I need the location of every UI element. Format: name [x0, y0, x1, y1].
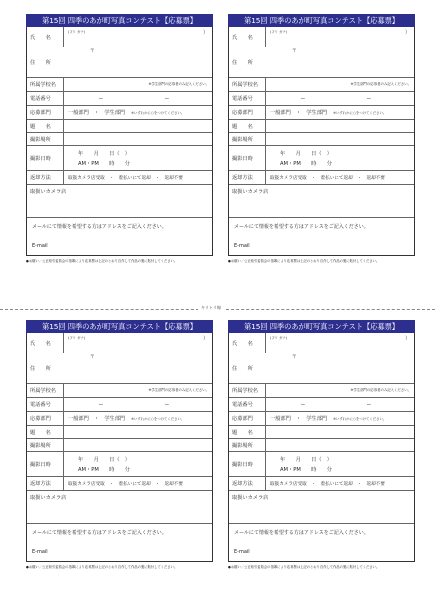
date-field[interactable] — [64, 452, 212, 476]
camera-field[interactable] — [27, 491, 212, 523]
phone-row — [229, 91, 414, 105]
phone-dash-2: ー — [164, 402, 170, 408]
school-label: 所属学校名 — [229, 384, 266, 397]
date-field[interactable] — [64, 146, 212, 170]
phone-dash-1: ー — [98, 96, 104, 102]
school-field[interactable] — [266, 384, 414, 397]
camera-label: 取扱いカメラ店 — [232, 495, 269, 501]
furigana-label: (フリ ガナ) — [270, 336, 288, 340]
name-row — [27, 333, 212, 353]
phone-field[interactable] — [266, 398, 414, 411]
date-field[interactable] — [266, 146, 414, 170]
theme-row — [229, 425, 414, 438]
division-row — [27, 411, 212, 425]
camera-label: 取扱いカメラ店 — [30, 495, 67, 501]
division-field[interactable] — [266, 412, 414, 425]
mail-area[interactable] — [229, 217, 414, 255]
phone-dash-1: ー — [300, 402, 306, 408]
place-label: 撮影場所 — [27, 133, 64, 145]
mail-message: メールにて情報を希望する方はアドレスをご記入ください。 — [234, 224, 369, 230]
name-field[interactable] — [266, 27, 414, 47]
return-label: 返却方法 — [27, 477, 64, 490]
return-label: 返却方法 — [27, 171, 64, 184]
phone-label: 電話番号 — [229, 398, 266, 411]
address-row — [229, 353, 414, 383]
theme-field[interactable] — [266, 426, 414, 438]
form-title: 第15回 四季のあが町写真コンテスト【応募票】 — [228, 320, 415, 333]
form-title: 第15回 四季のあが町写真コンテスト【応募票】 — [228, 14, 415, 27]
date-line-2: AM・PM 時 分 — [78, 160, 130, 167]
theme-label: 題 名 — [229, 120, 266, 132]
date-label: 撮影日時 — [27, 452, 64, 476]
phone-field[interactable] — [64, 92, 212, 105]
place-label: 撮影場所 — [27, 439, 64, 451]
name-paren: ） — [404, 336, 410, 342]
date-line-2: AM・PM 時 分 — [280, 160, 332, 167]
address-row — [229, 47, 414, 77]
camera-field[interactable] — [27, 185, 212, 217]
date-row — [27, 145, 212, 170]
division-row — [229, 411, 414, 425]
camera-field[interactable] — [229, 491, 414, 523]
mail-message: メールにて情報を希望する方はアドレスをご記入ください。 — [32, 530, 167, 536]
form-table — [228, 333, 415, 562]
address-field[interactable] — [266, 353, 414, 383]
return-label: 返却方法 — [229, 171, 266, 184]
mail-area[interactable] — [229, 523, 414, 561]
postal-mark: 〒 — [90, 49, 95, 54]
theme-field[interactable] — [266, 120, 414, 132]
phone-label: 電話番号 — [27, 398, 64, 411]
return-field[interactable] — [266, 171, 414, 184]
theme-row — [229, 119, 414, 132]
mail-area[interactable] — [27, 523, 212, 561]
return-options: 取扱カメラ店受取 ・ 着払いにて返却 ・ 返却不要 — [270, 175, 385, 181]
school-label: 所属学校名 — [229, 78, 266, 91]
place-field[interactable] — [64, 439, 212, 451]
return-field[interactable] — [266, 477, 414, 490]
camera-field[interactable] — [229, 185, 414, 217]
name-field[interactable] — [64, 333, 212, 353]
name-field[interactable] — [64, 27, 212, 47]
date-line-1: 年 月 日（ ） — [280, 150, 332, 157]
school-label: 所属学校名 — [27, 78, 64, 91]
name-label: 氏 名 — [229, 27, 266, 47]
form-table — [26, 333, 213, 562]
division-field[interactable] — [64, 412, 212, 425]
place-row — [27, 132, 212, 145]
phone-row — [27, 397, 212, 411]
school-row — [229, 77, 414, 91]
entry-form-4 — [228, 320, 415, 569]
phone-row — [27, 91, 212, 105]
mail-message: メールにて情報を希望する方はアドレスをご記入ください。 — [32, 224, 167, 230]
school-field[interactable] — [64, 384, 212, 397]
return-row — [229, 170, 414, 184]
division-options: 一般部門 ・ 学生部門 — [270, 110, 328, 116]
name-field[interactable] — [266, 333, 414, 353]
name-label: 氏 名 — [229, 333, 266, 353]
phone-field[interactable] — [64, 398, 212, 411]
division-row — [229, 105, 414, 119]
email-label: E-mail — [234, 549, 250, 555]
place-field[interactable] — [266, 133, 414, 145]
return-label: 返却方法 — [229, 477, 266, 490]
postal-mark: 〒 — [292, 355, 297, 360]
division-options: 一般部門 ・ 学生部門 — [270, 416, 328, 422]
address-row — [27, 353, 212, 383]
address-label: 住 所 — [30, 365, 51, 372]
camera-label: 取扱いカメラ店 — [30, 189, 67, 195]
place-row — [27, 438, 212, 451]
phone-dash-2: ー — [366, 402, 372, 408]
return-row — [27, 476, 212, 490]
phone-dash-1: ー — [98, 402, 104, 408]
place-label: 撮影場所 — [229, 439, 266, 451]
return-field[interactable] — [64, 477, 212, 490]
school-label: 所属学校名 — [27, 384, 64, 397]
email-label: E-mail — [32, 243, 48, 249]
mail-area[interactable] — [27, 217, 212, 255]
return-row — [229, 476, 414, 490]
theme-row — [27, 425, 212, 438]
name-paren: ） — [202, 30, 208, 36]
school-note: ※学生部門の応募者のみ記入ください。 — [350, 388, 411, 392]
return-field[interactable] — [64, 171, 212, 184]
place-field[interactable] — [64, 133, 212, 145]
date-label: 撮影日時 — [229, 452, 266, 476]
entry-form-2 — [228, 14, 415, 263]
division-note: ※いずれかに○をつけてください。 — [131, 111, 185, 115]
postal-mark: 〒 — [292, 49, 297, 54]
place-field[interactable] — [266, 439, 414, 451]
school-field[interactable] — [64, 78, 212, 91]
name-paren: ） — [404, 30, 410, 36]
address-label: 住 所 — [30, 59, 51, 66]
form-table — [26, 27, 213, 256]
division-field[interactable] — [266, 106, 414, 119]
furigana-label: (フリ ガナ) — [68, 30, 86, 34]
camera-row — [27, 184, 212, 217]
school-note: ※学生部門の応募者のみ記入ください。 — [350, 82, 411, 86]
footnote: ●お願い／公正取引委員会の指導により応募票は上記のとおり自作して作品の裏に貼付してください。 — [26, 565, 178, 569]
return-row — [27, 170, 212, 184]
theme-row — [27, 119, 212, 132]
phone-dash-1: ー — [300, 96, 306, 102]
camera-row — [229, 490, 414, 523]
entry-form-1 — [26, 14, 213, 263]
school-row — [229, 383, 414, 397]
cut-line-label: キリトリ線 — [198, 305, 224, 311]
date-line-2: AM・PM 時 分 — [280, 466, 332, 473]
footnote: ●お願い／公正取引委員会の指導により応募票は上記のとおり自作して作品の裏に貼付してください。 — [228, 565, 380, 569]
date-line-2: AM・PM 時 分 — [78, 466, 130, 473]
division-note: ※いずれかに○をつけてください。 — [333, 417, 387, 421]
date-row — [229, 145, 414, 170]
furigana-label: (フリ ガナ) — [68, 336, 86, 340]
email-label: E-mail — [32, 549, 48, 555]
date-row — [27, 451, 212, 476]
school-field[interactable] — [266, 78, 414, 91]
footnote: ●お願い／公正取引委員会の指導により応募票は上記のとおり自作して作品の裏に貼付してください。 — [228, 259, 380, 263]
name-row — [229, 333, 414, 353]
phone-field[interactable] — [266, 92, 414, 105]
name-label: 氏 名 — [27, 333, 64, 353]
form-title: 第15回 四季のあが町写真コンテスト【応募票】 — [26, 320, 213, 333]
division-label: 応募部門 — [229, 106, 266, 119]
place-row — [229, 438, 414, 451]
division-options: 一般部門 ・ 学生部門 — [68, 110, 126, 116]
return-options: 取扱カメラ店受取 ・ 着払いにて返却 ・ 返却不要 — [68, 175, 183, 181]
phone-label: 電話番号 — [229, 92, 266, 105]
address-label: 住 所 — [232, 59, 253, 66]
name-row — [27, 27, 212, 47]
place-label: 撮影場所 — [229, 133, 266, 145]
division-note: ※いずれかに○をつけてください。 — [131, 417, 185, 421]
theme-label: 題 名 — [229, 426, 266, 438]
school-row — [27, 383, 212, 397]
entry-form-3 — [26, 320, 213, 569]
mail-message: メールにて情報を希望する方はアドレスをご記入ください。 — [234, 530, 369, 536]
division-row — [27, 105, 212, 119]
date-row — [229, 451, 414, 476]
phone-dash-2: ー — [164, 96, 170, 102]
division-field[interactable] — [64, 106, 212, 119]
name-paren: ） — [202, 336, 208, 342]
division-label: 応募部門 — [27, 412, 64, 425]
division-note: ※いずれかに○をつけてください。 — [333, 111, 387, 115]
place-row — [229, 132, 414, 145]
phone-row — [229, 397, 414, 411]
address-field[interactable] — [64, 47, 212, 77]
return-options: 取扱カメラ店受取 ・ 着払いにて返却 ・ 返却不要 — [68, 481, 183, 487]
phone-dash-2: ー — [366, 96, 372, 102]
theme-label: 題 名 — [27, 426, 64, 438]
date-field[interactable] — [266, 452, 414, 476]
address-field[interactable] — [64, 353, 212, 383]
camera-row — [229, 184, 414, 217]
school-note: ※学生部門の応募者のみ記入ください。 — [148, 388, 209, 392]
division-label: 応募部門 — [27, 106, 64, 119]
division-options: 一般部門 ・ 学生部門 — [68, 416, 126, 422]
postal-mark: 〒 — [90, 355, 95, 360]
date-label: 撮影日時 — [229, 146, 266, 170]
footnote: ●お願い／公正取引委員会の指導により応募票は上記のとおり自作して作品の裏に貼付してください。 — [26, 259, 178, 263]
furigana-label: (フリ ガナ) — [270, 30, 288, 34]
camera-label: 取扱いカメラ店 — [232, 189, 269, 195]
theme-label: 題 名 — [27, 120, 64, 132]
form-title: 第15回 四季のあが町写真コンテスト【応募票】 — [26, 14, 213, 27]
phone-label: 電話番号 — [27, 92, 64, 105]
theme-field[interactable] — [64, 120, 212, 132]
name-label: 氏 名 — [27, 27, 64, 47]
division-label: 応募部門 — [229, 412, 266, 425]
date-line-1: 年 月 日（ ） — [280, 456, 332, 463]
date-line-1: 年 月 日（ ） — [78, 456, 130, 463]
email-label: E-mail — [234, 243, 250, 249]
date-label: 撮影日時 — [27, 146, 64, 170]
school-note: ※学生部門の応募者のみ記入ください。 — [148, 82, 209, 86]
address-label: 住 所 — [232, 365, 253, 372]
school-row — [27, 77, 212, 91]
camera-row — [27, 490, 212, 523]
name-row — [229, 27, 414, 47]
theme-field[interactable] — [64, 426, 212, 438]
date-line-1: 年 月 日（ ） — [78, 150, 130, 157]
address-field[interactable] — [266, 47, 414, 77]
form-table — [228, 27, 415, 256]
address-row — [27, 47, 212, 77]
return-options: 取扱カメラ店受取 ・ 着払いにて返却 ・ 返却不要 — [270, 481, 385, 487]
